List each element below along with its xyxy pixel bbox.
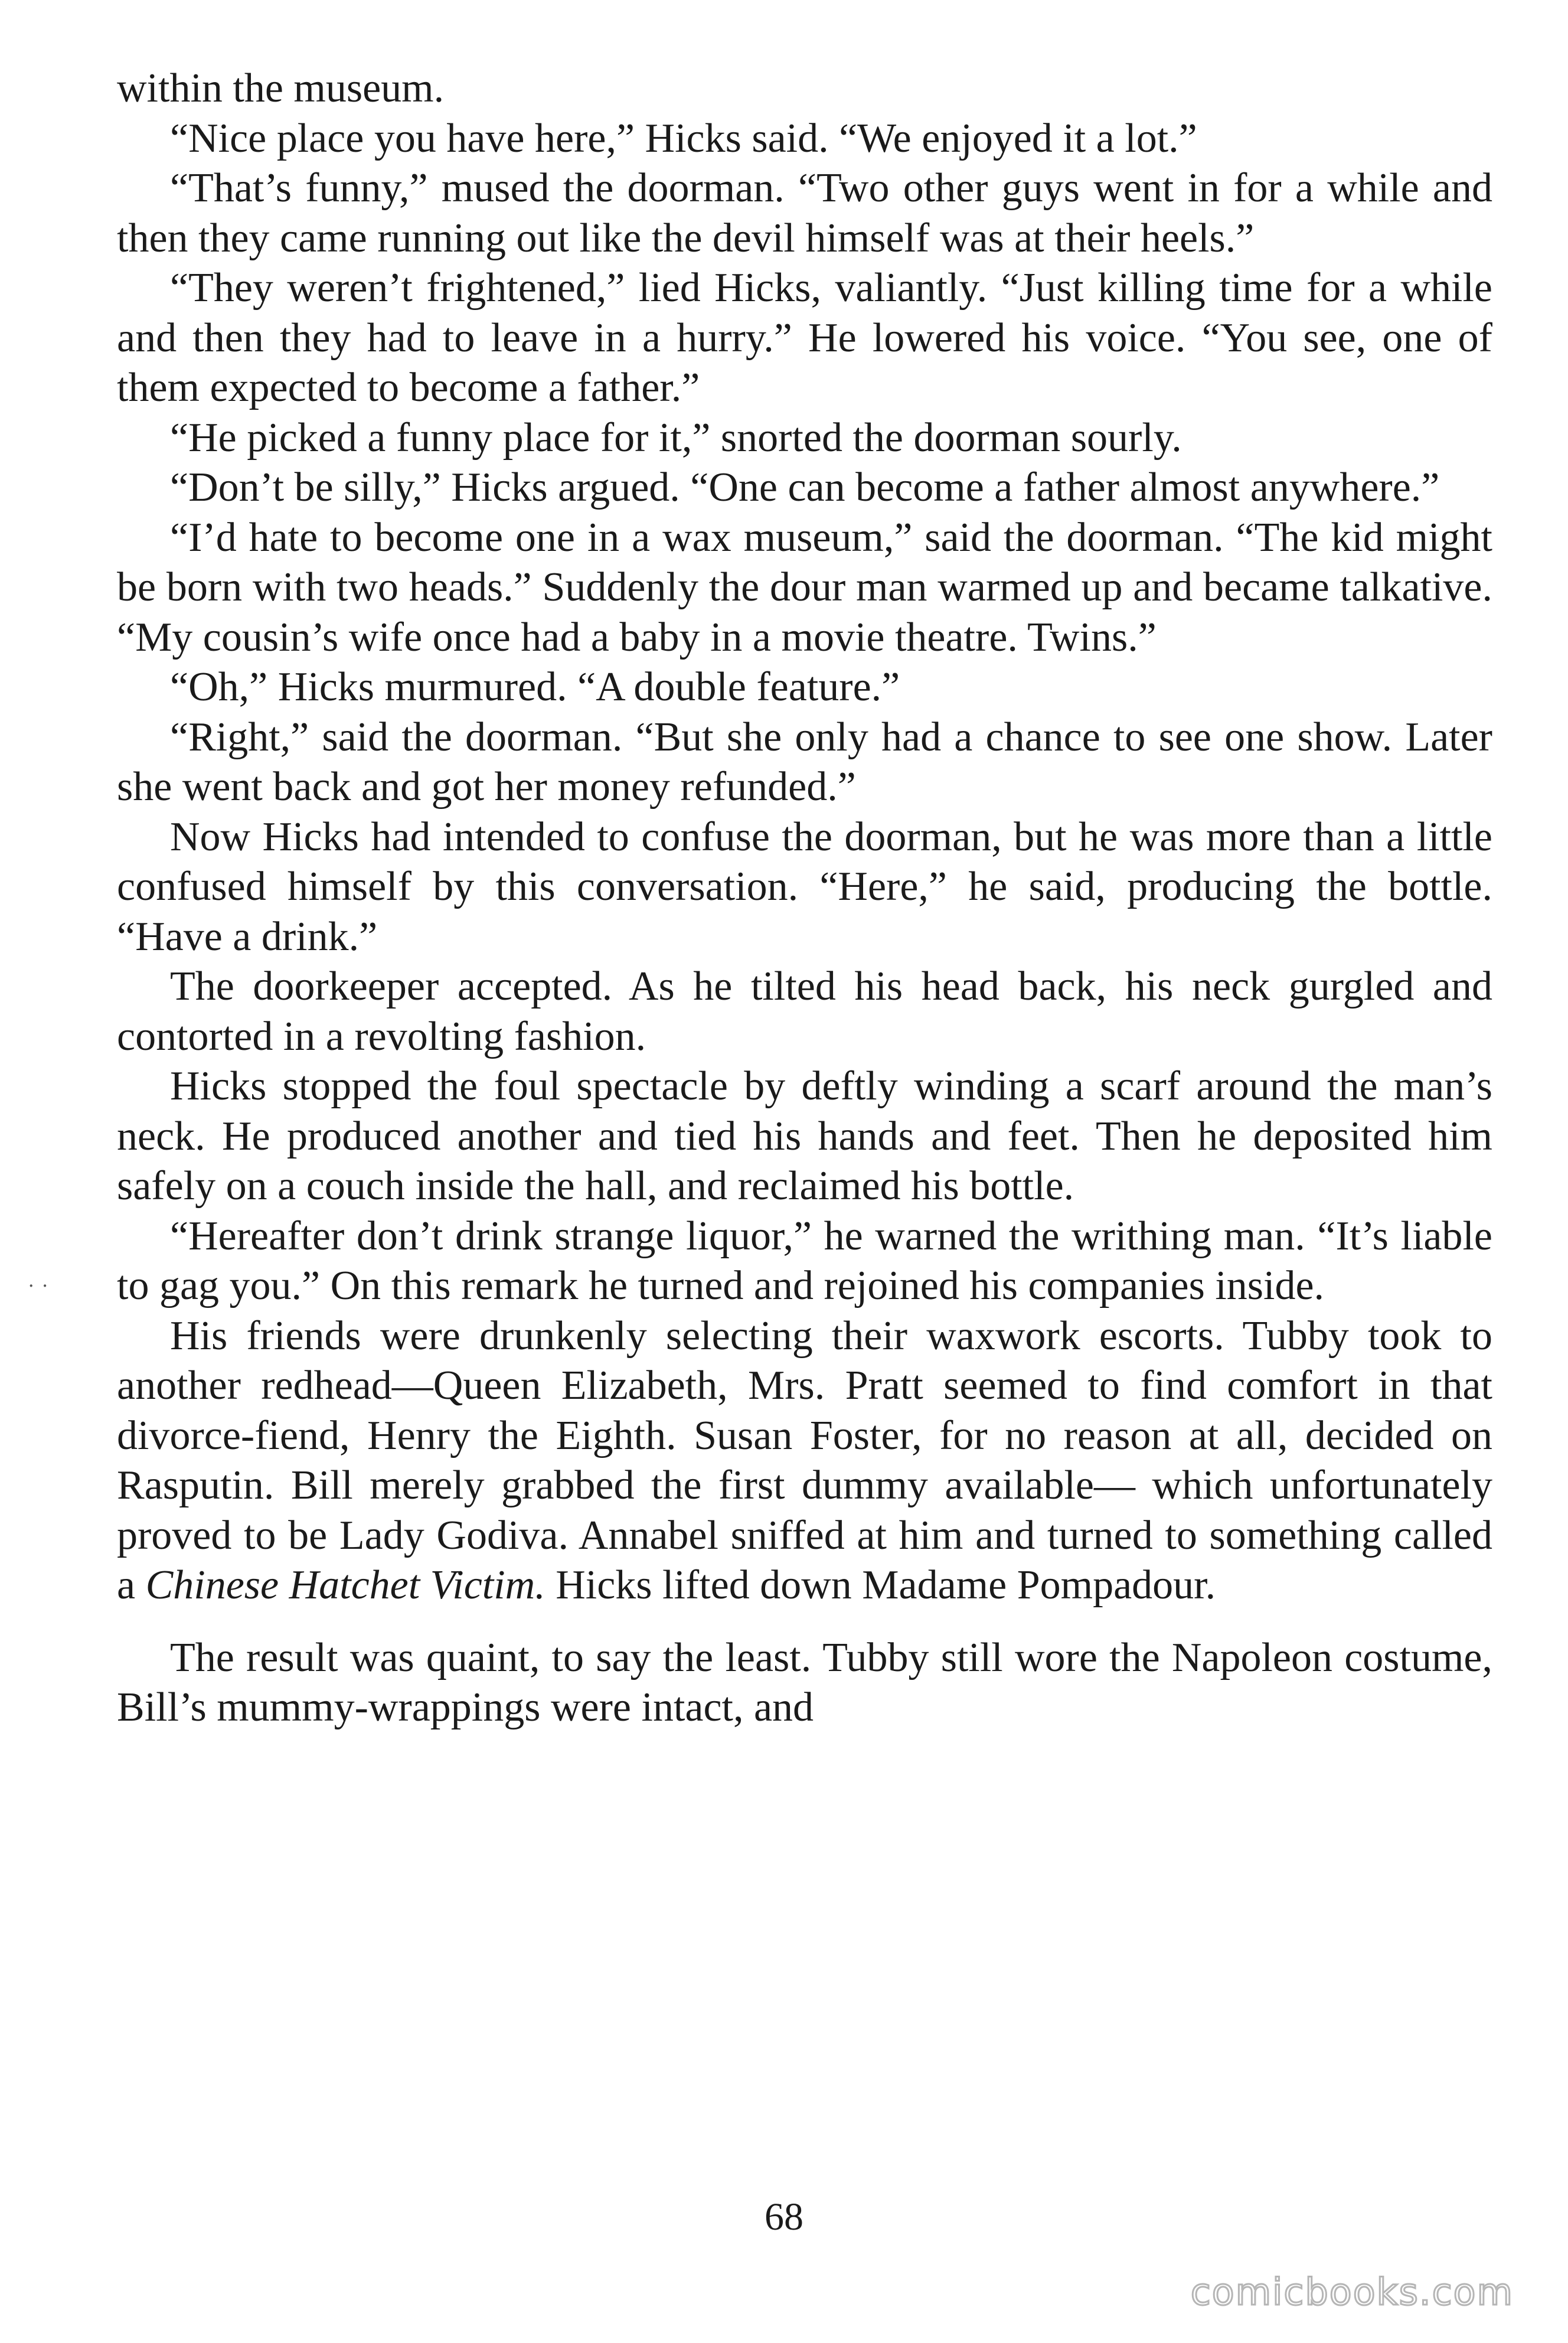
paragraph-14-text-after: Hicks lifted down Madame Pompadour. <box>545 1562 1216 1608</box>
paragraph-13: “Hereafter don’t drink strange liquor,” he warned the writhing man. “It’s liable to gag you.” On this remark he turned and rejoined his companies inside. <box>117 1213 1492 1308</box>
paragraph-9: “Right,” said the doorman. “But she only had a chance to see one show. Later she went back and got her money refunded.” <box>117 714 1492 810</box>
margin-mark: ˙ ˙ <box>27 1279 49 1306</box>
watermark: comicbooks.com <box>1190 2270 1514 2313</box>
paragraph-4: “They weren’t frightened,” lied Hicks, valiantly. “Just killing time for a while and then they had to leave in a hurry.” He lowered his voice. “You see, one of them expected to become a father.” <box>117 265 1492 410</box>
italic-title: Chinese Hatchet Victim. <box>145 1562 545 1608</box>
page-body <box>117 64 1492 1733</box>
paragraph-8: “Oh,” Hicks murmured. “A double feature.” <box>170 664 900 710</box>
paragraph-5: “He picked a funny place for it,” snorted the doorman sourly. <box>170 415 1182 461</box>
paragraph-14-text-before: His friends were drunkenly selecting their waxwork escorts. Tubby took to another redhead—Queen Elizabeth, Mrs. Pratt seemed to find comfort in that divorce-fiend, Henry the Eighth. Susan Foster, for no reason at all, decided on Rasputin. Bill merely grabbed the first dummy available— which unfortunately proved to be Lady Godiva. Annabel sniffed at him and turned to something called a <box>117 1313 1492 1608</box>
page-number: 68 <box>765 2195 803 2238</box>
paragraph-3: “That’s funny,” mused the doorman. “Two other guys went in for a while and then they came running out like the devil himself was at their heels.” <box>117 165 1492 261</box>
paragraph-15: The result was quaint, to say the least. Tubby still wore the Napoleon costume, Bill’s mummy-wrappings were intact, and <box>117 1634 1492 1730</box>
paragraph-14 <box>117 1311 1492 1611</box>
paragraph-11: The doorkeeper accepted. As he tilted his head back, his neck gurgled and contorted in a revolting fashion. <box>117 964 1492 1059</box>
paragraph-1: within the museum. <box>117 66 445 111</box>
paragraph-2: “Nice place you have here,” Hicks said. “We enjoyed it a lot.” <box>170 115 1197 161</box>
paragraph-7: “I’d hate to become one in a wax museum,” said the doorman. “The kid might be born with two heads.” Suddenly the dour man warmed up and became talkative. “My cousin’s wife once had a baby in a movie theatre. Twins.” <box>117 514 1492 660</box>
paragraph-10: Now Hicks had intended to confuse the doorman, but he was more than a little confused himself by this conversation. “Here,” he said, producing the bottle. “Have a drink.” <box>117 814 1492 960</box>
paragraph-6: “Don’t be silly,” Hicks argued. “One can become a father almost anywhere.” <box>170 465 1440 510</box>
paragraph-12: Hicks stopped the foul spectacle by deftly winding a scarf around the man’s neck. He produced another and tied his hands and feet. Then he deposited him safely on a couch inside the hall, and reclaimed his bottle. <box>117 1063 1492 1209</box>
